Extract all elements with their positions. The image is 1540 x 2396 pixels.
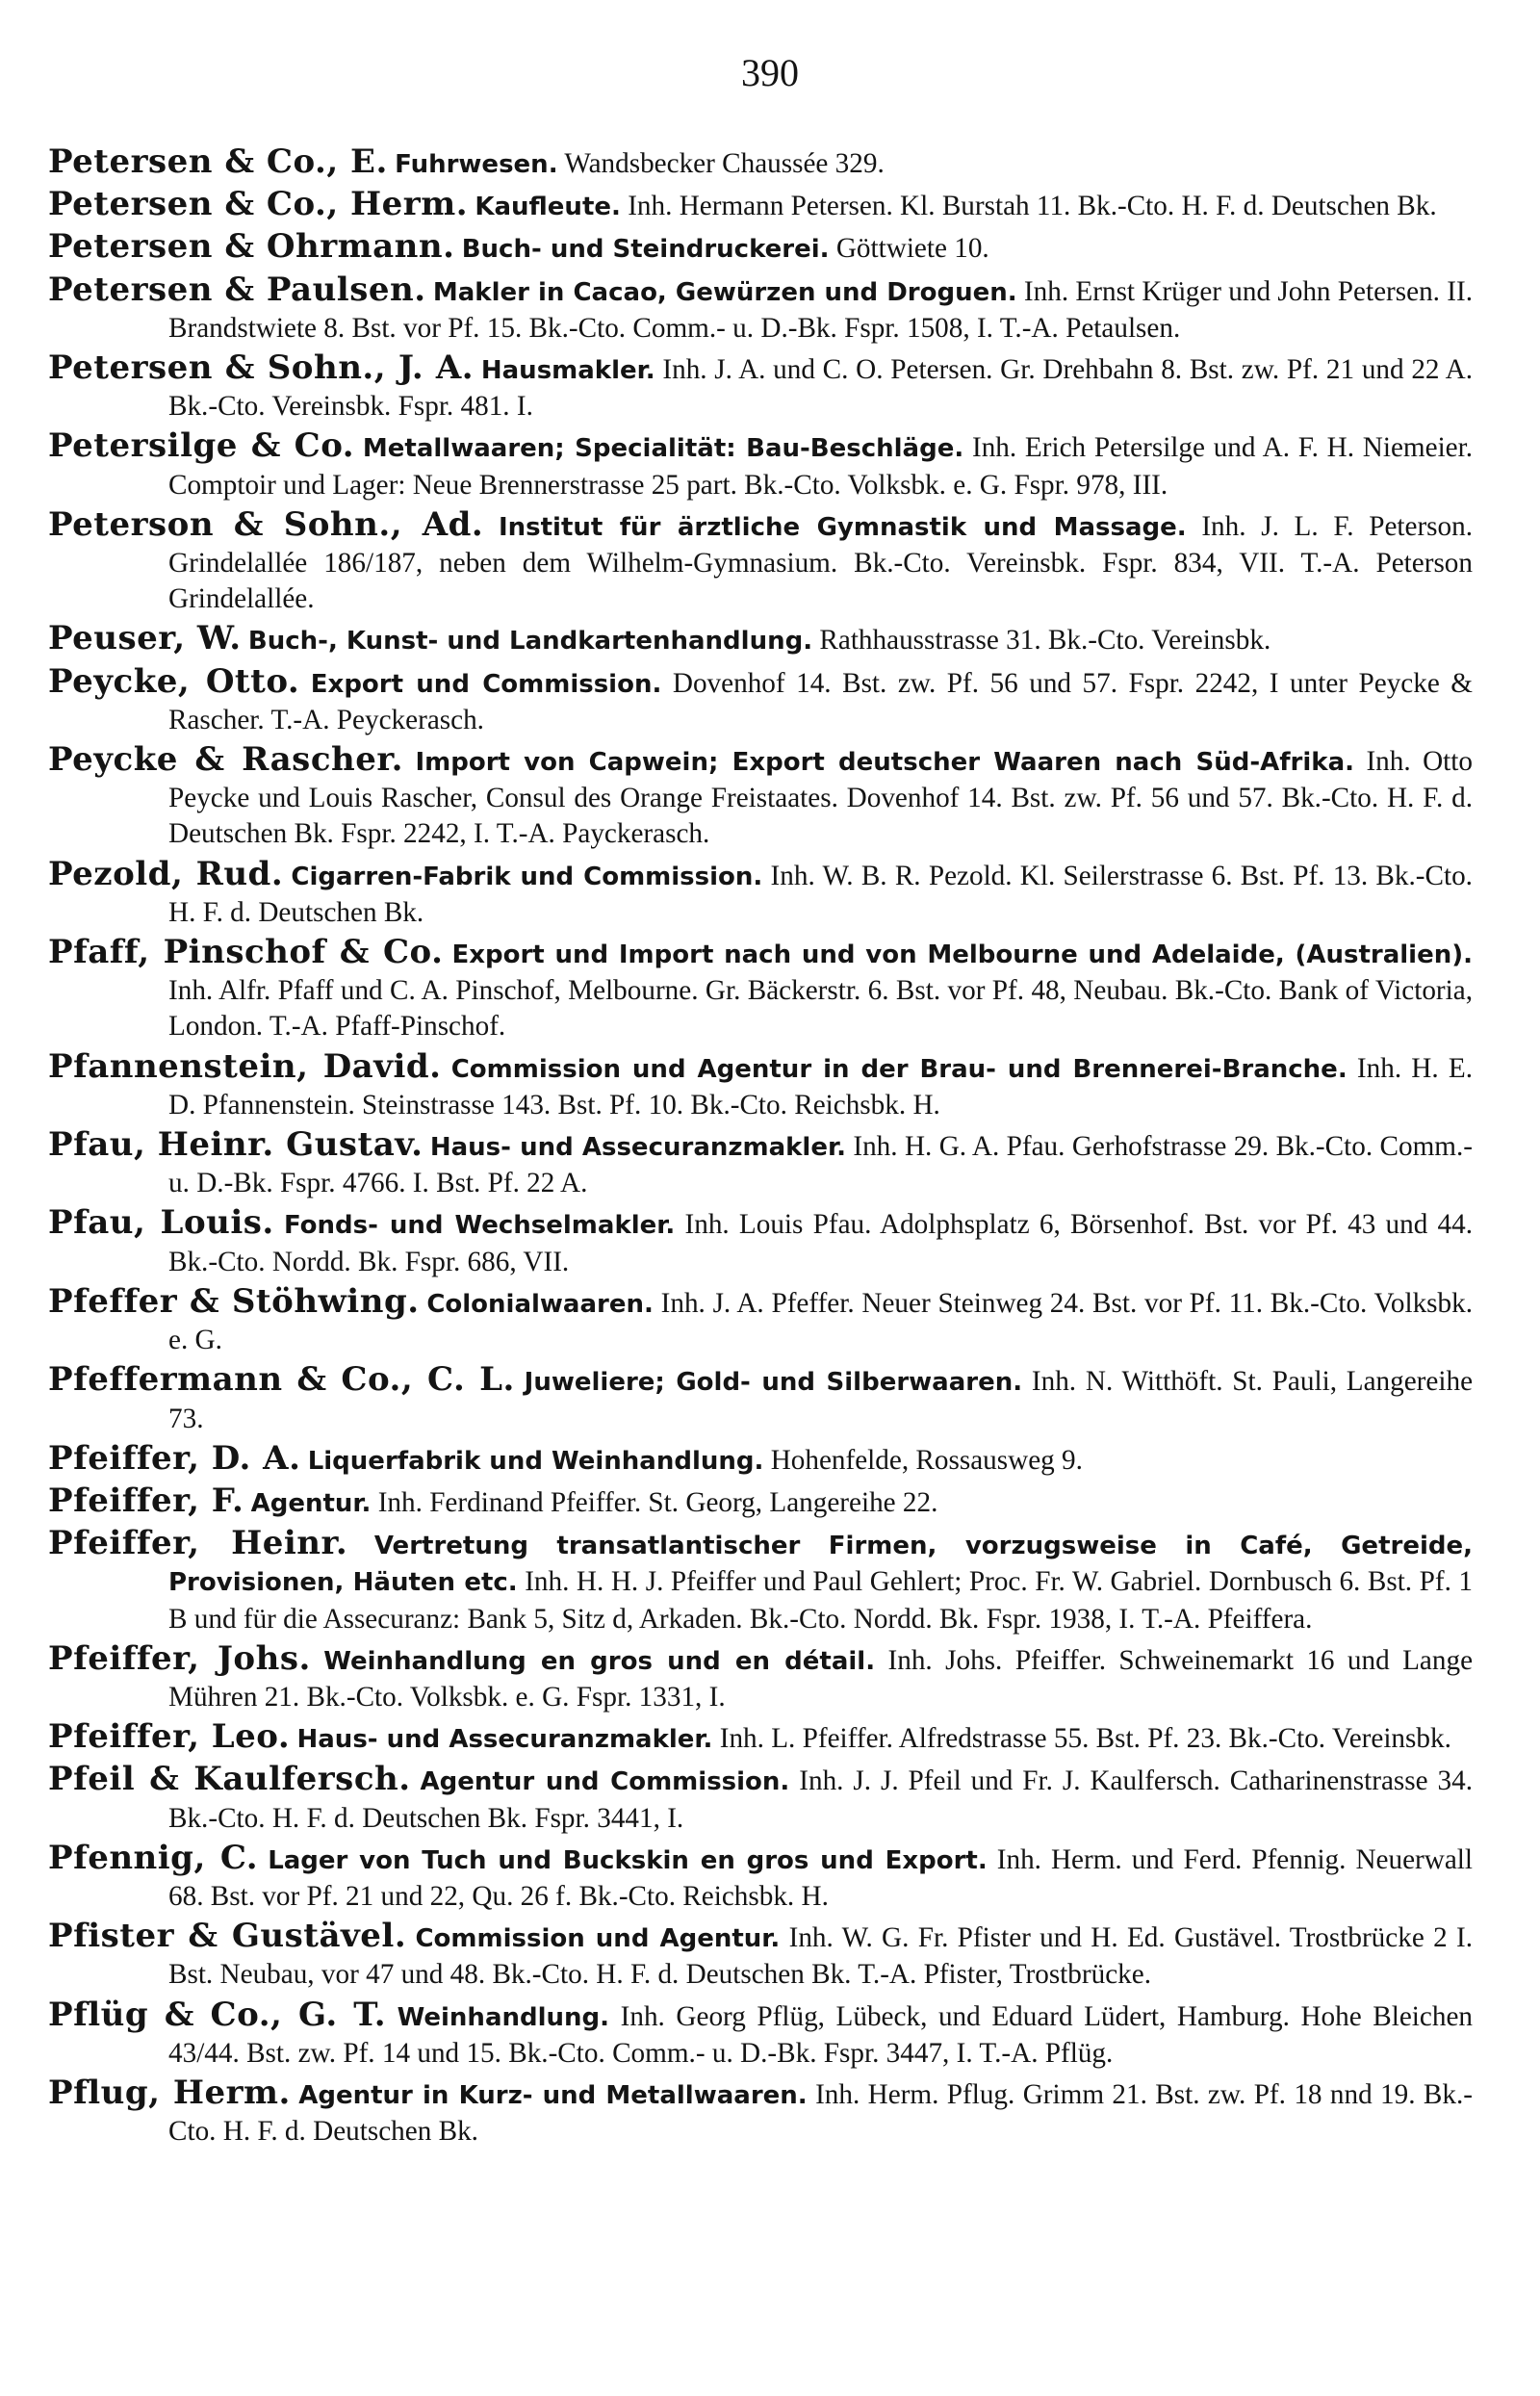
entry-firm-name: Peycke & Rascher. (48, 740, 403, 780)
directory-entry (48, 144, 1473, 183)
directory-entry (48, 1046, 1473, 1123)
entry-trade: Fonds- und Wechselmakler. (283, 1211, 676, 1241)
entry-trade: Import von Capwein; Export deutscher Waaren nach Süd-Afrika. (415, 748, 1354, 778)
entry-trade: Lager von Tuch und Buckskin en gros und Export. (268, 1845, 988, 1875)
entry-details: Inh. J. A. und C. O. Petersen. Gr. Drehbahn 8. Bst. zw. Pf. 21 und 22 A. Bk.-Cto. Vereinsbk. Fspr. 481. I. (168, 354, 1474, 423)
entry-firm-name: Pfannenstein, David. (48, 1046, 442, 1086)
entry-details: Inh. Hermann Petersen. Kl. Burstah 11. Bk.-Cto. H. F. d. Deutschen Bk. (628, 191, 1437, 222)
entry-firm-name: Pfeffermann & Co., C. L. (48, 1360, 515, 1400)
entry-trade: Commission und Agentur in der Brau- und Brennerei-Branche. (450, 1054, 1348, 1084)
directory-entry (48, 504, 1474, 618)
entry-details: Inh. Ernst Krüger und John Petersen. II. Brandstwiete 8. Bst. vor Pf. 15. Bk.-Cto. Comm.- u. D.-Bk. Fspr. 1508, I. T.-A. Petaulsen. (168, 275, 1474, 344)
entry-firm-name: Petersilge & Co. (48, 426, 355, 466)
entry-firm-name: Petersen & Co., E. (48, 142, 388, 181)
directory-entry (48, 1919, 1473, 1993)
entry-firm-name: Peuser, W. (48, 619, 242, 658)
entry-details: Inh. J. L. F. Peterson. Grindelallée 186/187, neben dem Wilhelm-Gymnasium. Bk.-Cto. Vereinsbk. Fspr. 834, VII. T.-A. Peterson Grindelallée. (168, 510, 1474, 615)
entry-details: Inh. Georg Pflüg, Lübeck, und Eduard Lüdert, Hamburg. Hohe Bleichen 43/44. Bst. zw. Pf. 14 und 15. Bk.-Cto. Comm.- u. D.-Bk. Fspr. 3447, I. T.-A. Pflüg. (168, 2000, 1474, 2069)
entry-trade: Agentur. (250, 1488, 372, 1518)
entry-firm-name: Pfau, Louis. (48, 1203, 274, 1243)
entry-trade: Vertretung transatlantischer Firmen, vorzugsweise in Café, Getreide, Provisionen, Häuten etc. (168, 1532, 1473, 1598)
entry-details: Inh. H. E. D. Pfannenstein. Steinstrasse 143. Bst. Pf. 10. Bk.-Cto. Reichsbk. H. (168, 1052, 1473, 1121)
directory-entry (48, 1997, 1473, 2072)
entry-details: Inh. Herm. und Ferd. Pfennig. Neuerwall 68. Bst. vor Pf. 21 und 22, Qu. 26 f. Bk.-Cto. Reichsbk. H. (168, 1843, 1474, 1912)
entry-trade: Juweliere; Gold- und Silberwaaren. (524, 1368, 1023, 1398)
directory-entry (48, 854, 1473, 931)
entry-firm-name: Pfeiffer, Heinr. (48, 1524, 348, 1563)
entry-details: Inh. Otto Peycke und Louis Rascher, Consul des Orange Freistaates. Dovenhof 14. Bst. zw. Pf. 56 und 57. Bk.-Cto. H. F. d. Deutschen Bk. Fspr. 2242, I. T.-A. Payckerasch. (168, 746, 1473, 850)
entry-trade: Haus- und Assecuranzmakler. (429, 1133, 846, 1163)
entry-firm-name: Peycke, Otto. (48, 661, 300, 701)
entry-firm-name: Pflüg & Co., G. T. (48, 1995, 387, 2034)
entry-details: Inh. H. H. J. Pfeiffer und Paul Gehlert; Proc. Fr. W. Gabriel. Dornbusch 6. Bst. Pf. 1 B und für die Assecuranz: Bank 5, Sitz d, Arkaden. Bk.-Cto. Nordd. Bk. Fspr. 1938, I. T.-A. Pfeiffera. (168, 1566, 1473, 1635)
entry-trade: Colonialwaaren. (426, 1289, 654, 1319)
entry-details: Inh. N. Witthöft. St. Pauli, Langereihe 73. (168, 1366, 1474, 1434)
entry-firm-name: Petersen & Ohrmann. (48, 227, 455, 267)
directory-entry (48, 428, 1473, 502)
entry-trade: Makler in Cacao, Gewürzen und Droguen. (432, 277, 1017, 307)
entry-trade: Liquerfabrik und Weinhandlung. (307, 1446, 764, 1476)
entry-details: Dovenhof 14. Bst. zw. Pf. 56 und 57. Fspr. 2242, I unter Peycke & Rascher. T.-A. Peyckerasch. (168, 667, 1474, 735)
directory-entry (48, 1205, 1473, 1279)
entry-details: Inh. H. G. A. Pfau. Gerhofstrasse 29. Bk.-Cto. Comm.- u. D.-Bk. Fspr. 4766. I. Bst. Pf. 22 A. (168, 1131, 1473, 1199)
entry-details: Inh. J. A. Pfeffer. Neuer Steinweg 24. Bst. vor Pf. 11. Bk.-Cto. Volksbk. e. G. (168, 1287, 1474, 1356)
entry-trade: Haus- und Assecuranzmakler. (296, 1725, 713, 1755)
entry-trade: Weinhandlung. (397, 2002, 610, 2032)
entry-trade: Export und Import nach und von Melbourne und Adelaide, (Australien). (451, 940, 1473, 970)
entry-trade: Fuhrwesen. (395, 150, 558, 179)
entry-firm-name: Pfeiffer, Johs. (48, 1638, 311, 1678)
entry-details: Inh. W. B. R. Pezold. Kl. Seilerstrasse 6. Bst. Pf. 13. Bk.-Cto. H. F. d. Deutschen Bk. (168, 860, 1473, 928)
entry-details: Göttwiete 10. (835, 233, 989, 265)
entry-details: Inh. L. Pfeiffer. Alfredstrasse 55. Bst. Pf. 23. Bk.-Cto. Vereinsbk. (719, 1723, 1451, 1755)
entry-firm-name: Pfaff, Pinschof & Co. (48, 933, 444, 972)
directory-entry (48, 1838, 1474, 1915)
directory-entry (48, 1638, 1474, 1715)
entry-details: Inh. Louis Pfau. Adolphsplatz 6, Börsenhof. Bst. vor Pf. 43 und 44. Bk.-Cto. Nordd. Bk. Fspr. 686, VII. (168, 1209, 1473, 1277)
entry-details: Inh. Johs. Pfeiffer. Schweinemarkt 16 und Lange Mühren 21. Bk.-Cto. Volksbk. e. G. Fspr. 1331, I. (168, 1644, 1474, 1713)
entry-firm-name: Pflug, Herm. (48, 2073, 291, 2112)
entry-trade: Institut für ärztliche Gymnastik und Massage. (498, 512, 1187, 542)
entry-details: Inh. Herm. Pflug. Grimm 21. Bst. zw. Pf. 18 nnd 19. Bk.-Cto. H. F. d. Deutschen Bk. (168, 2078, 1474, 2148)
entry-firm-name: Pfeil & Kaulfersch. (48, 1760, 411, 1799)
entry-trade: Commission und Agentur. (415, 1924, 781, 1954)
directory-entries (48, 144, 1473, 2153)
entry-details: Inh. W. G. Fr. Pfister und H. Ed. Gustävel. Trostbrücke 2 I. Bst. Neubau, vor 47 und 48. Bk.-Cto. H. F. d. Deutschen Bk. T.-A. Pfister, Trostbrücke. (168, 1922, 1473, 1991)
entry-firm-name: Pfeiffer, D. A. (48, 1438, 301, 1478)
directory-entry (48, 1281, 1474, 1358)
entry-firm-name: Pfennig, C. (48, 1838, 259, 1877)
entry-details: Inh. Alfr. Pfaff und C. A. Pinschof, Melbourne. Gr. Bäckerstr. 6. Bst. vor Pf. 48, Neubau. Bk.-Cto. Bank of Victoria, London. T.-A. Pfaff-Pinschof. (168, 975, 1473, 1043)
entry-trade: Kaufleute. (475, 193, 621, 222)
page-number: 390 (741, 51, 799, 94)
directory-entry (48, 2075, 1473, 2150)
entry-firm-name: Petersen & Co., Herm. (48, 185, 469, 224)
entry-firm-name: Pfister & Gustävel. (48, 1917, 407, 1956)
directory-entry (48, 187, 1473, 225)
entry-details: Inh. Erich Petersilge und A. F. H. Niemeier. Comptoir und Lager: Neue Brennerstrasse 25 part. Bk.-Cto. Volksbk. e. G. Fspr. 978, III. (168, 432, 1474, 501)
directory-entry (48, 1526, 1473, 1637)
entry-firm-name: Petersen & Paulsen. (48, 270, 426, 309)
entry-trade: Cigarren-Fabrik und Commission. (291, 862, 763, 891)
entry-trade: Agentur und Commission. (420, 1767, 790, 1797)
entry-firm-name: Pfeffer & Stöhwing. (48, 1281, 420, 1321)
entry-firm-name: Peterson & Sohn., Ad. (48, 504, 484, 544)
directory-entry (48, 935, 1473, 1045)
entry-trade: Buch-, Kunst- und Landkartenhandlung. (247, 627, 813, 657)
directory-entry (48, 1362, 1473, 1436)
entry-firm-name: Pfeiffer, Leo. (48, 1717, 291, 1757)
entry-details: Rathhausstrasse 31. Bk.-Cto. Vereinsbk. (819, 625, 1271, 657)
directory-entry (48, 1483, 1473, 1522)
directory-entry (48, 1127, 1473, 1201)
directory-entry (48, 1719, 1473, 1758)
directory-entry (48, 1762, 1473, 1836)
entry-firm-name: Petersen & Sohn., J. A. (48, 348, 475, 388)
directory-entry (48, 621, 1473, 659)
directory-entry (48, 1438, 1473, 1480)
entry-details: Hohenfelde, Rossausweg 9. (770, 1444, 1083, 1476)
entry-firm-name: Pfau, Heinr. Gustav. (48, 1125, 424, 1165)
directory-entry (48, 661, 1474, 738)
entry-trade: Hausmakler. (480, 356, 655, 386)
directory-entry (48, 742, 1473, 853)
entry-trade: Weinhandlung en gros und en détail. (323, 1646, 876, 1676)
entry-trade: Export und Commission. (310, 669, 662, 699)
directory-entry (48, 272, 1473, 347)
entry-details: Inh. J. J. Pfeil und Fr. J. Kaulfersch. Catharinenstrasse 34. Bk.-Cto. H. F. d. Deutschen Bk. Fspr. 3441, I. (168, 1765, 1474, 1834)
entry-trade: Metallwaaren; Specialität: Bau-Beschläge. (362, 434, 964, 464)
entry-trade: Agentur in Kurz- und Metallwaaren. (298, 2080, 808, 2110)
directory-entry (48, 350, 1473, 425)
directory-entry (48, 229, 1473, 268)
entry-details: Inh. Ferdinand Pfeiffer. St. Georg, Langereihe 22. (377, 1486, 938, 1518)
entry-details: Wandsbecker Chaussée 329. (564, 148, 885, 179)
entry-firm-name: Pezold, Rud. (48, 854, 284, 893)
entry-firm-name: Pfeiffer, F. (48, 1481, 244, 1520)
entry-trade: Buch- und Steindruckerei. (461, 235, 830, 265)
